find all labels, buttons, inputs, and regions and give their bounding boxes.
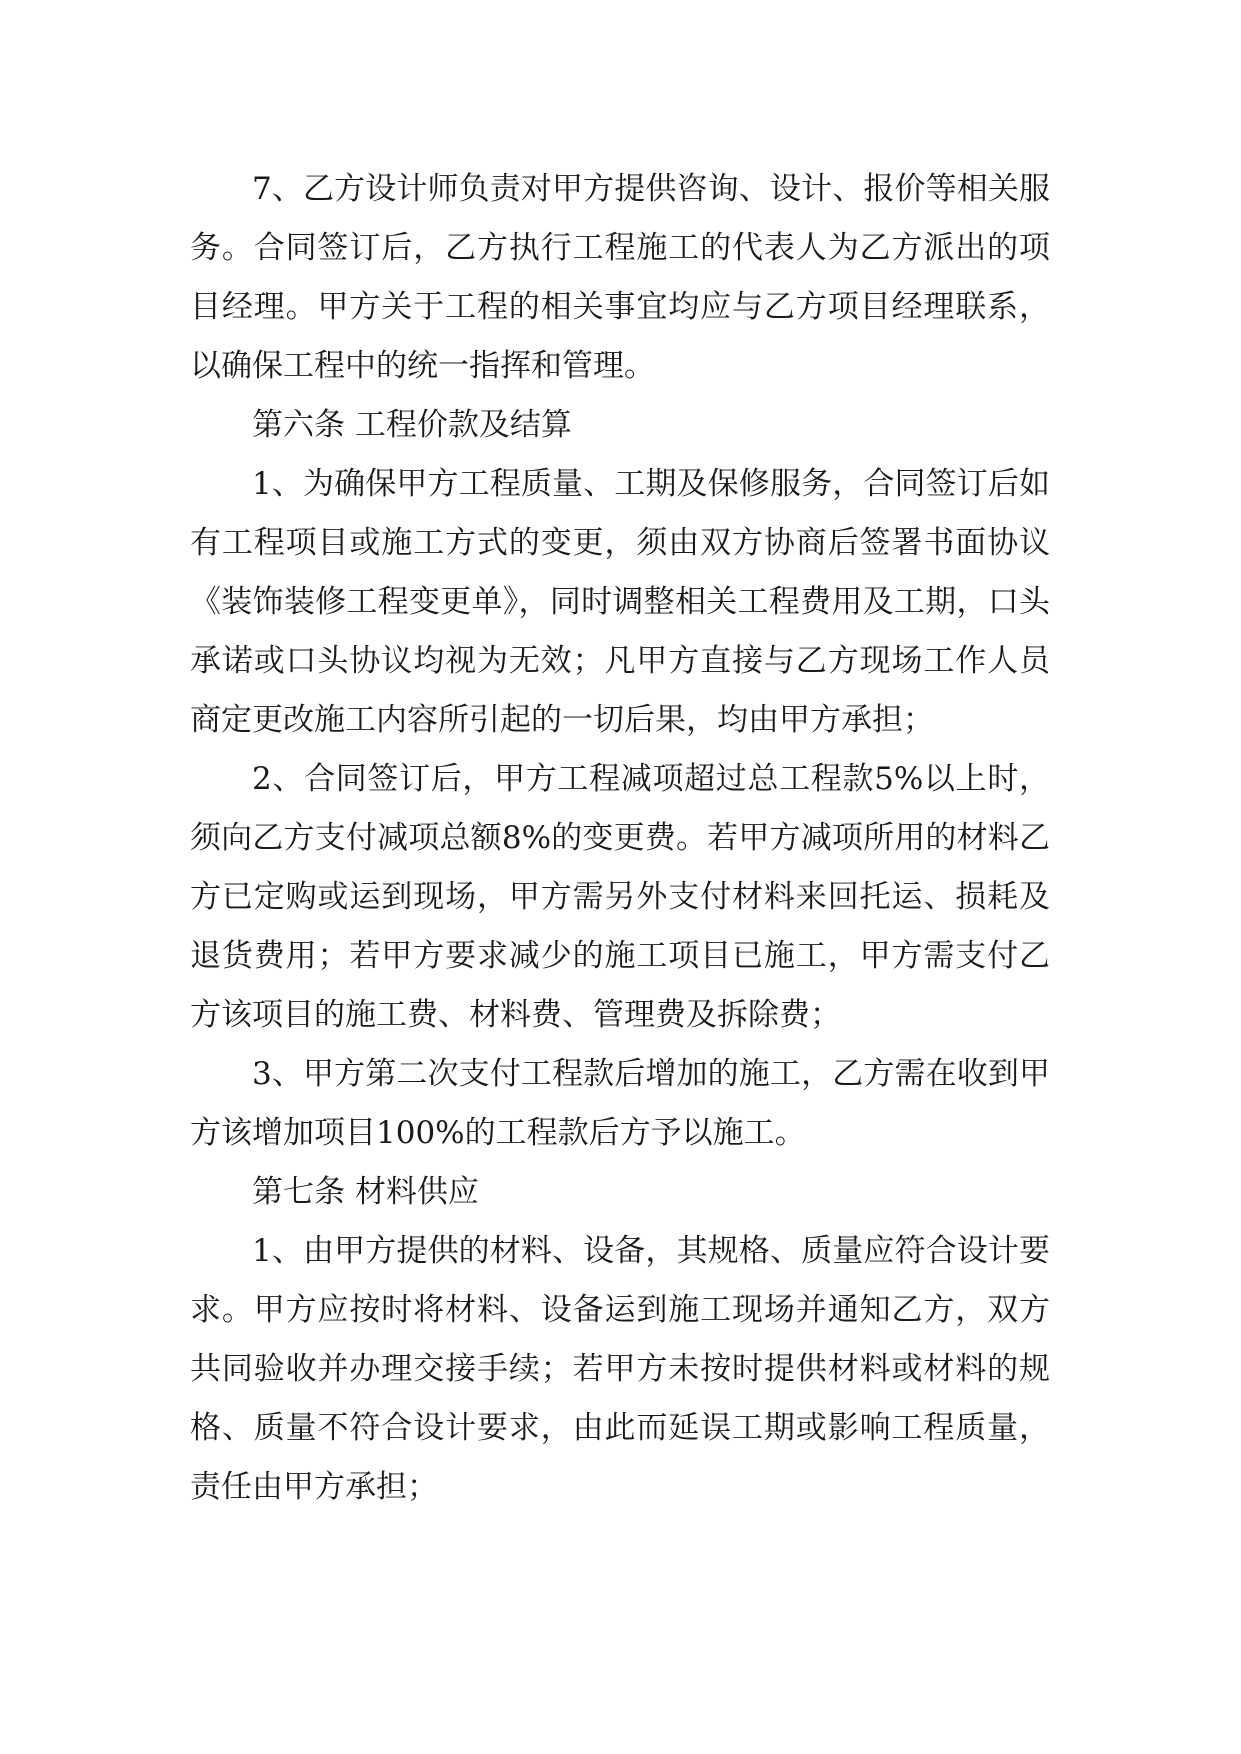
document-body: [190, 160, 1050, 1517]
clause-7-paragraph: 7、乙方设计师负责对甲方提供咨询、设计、报价等相关服务。合同签订后，乙方执行工程施工的代表人为乙方派出的项目经理。甲方关于工程的相关事宜均应与乙方项目经理联系，以确保工程中的统一指挥和管理。: [190, 171, 1050, 384]
article-6-clause-3: 3、甲方第二次支付工程款后增加的施工，乙方需在收到甲方该增加项目100%的工程款后方予以施工。: [190, 1056, 1050, 1151]
article-7-clause-1: 1、由甲方提供的材料、设备，其规格、质量应符合设计要求。甲方应按时将材料、设备运到施工现场并通知乙方，双方共同验收并办理交接手续；若甲方未按时提供材料或材料的规格、质量不符合设计要求，由此而延误工期或影响工程质量，责任由甲方承担；: [190, 1233, 1050, 1505]
article-6-clause-1: 1、为确保甲方工程质量、工期及保修服务，合同签订后如有工程项目或施工方式的变更，须由双方协商后签署书面协议《装饰装修工程变更单》，同时调整相关工程费用及工期，口头承诺或口头协议均视为无效；凡甲方直接与乙方现场工作人员商定更改施工内容所引起的一切后果，均由甲方承担；: [190, 466, 1050, 738]
article-7-heading: 第七条 材料供应: [252, 1174, 479, 1210]
article-6-heading: 第六条 工程价款及结算: [252, 407, 572, 443]
article-6-clause-2: 2、合同签订后，甲方工程减项超过总工程款5%以上时，须向乙方支付减项总额8%的变更费。若甲方减项所用的材料乙方已定购或运到现场，甲方需另外支付材料来回托运、损耗及退货费用；若甲方要求减少的施工项目已施工，甲方需支付乙方该项目的施工费、材料费、管理费及拆除费；: [190, 761, 1050, 1033]
